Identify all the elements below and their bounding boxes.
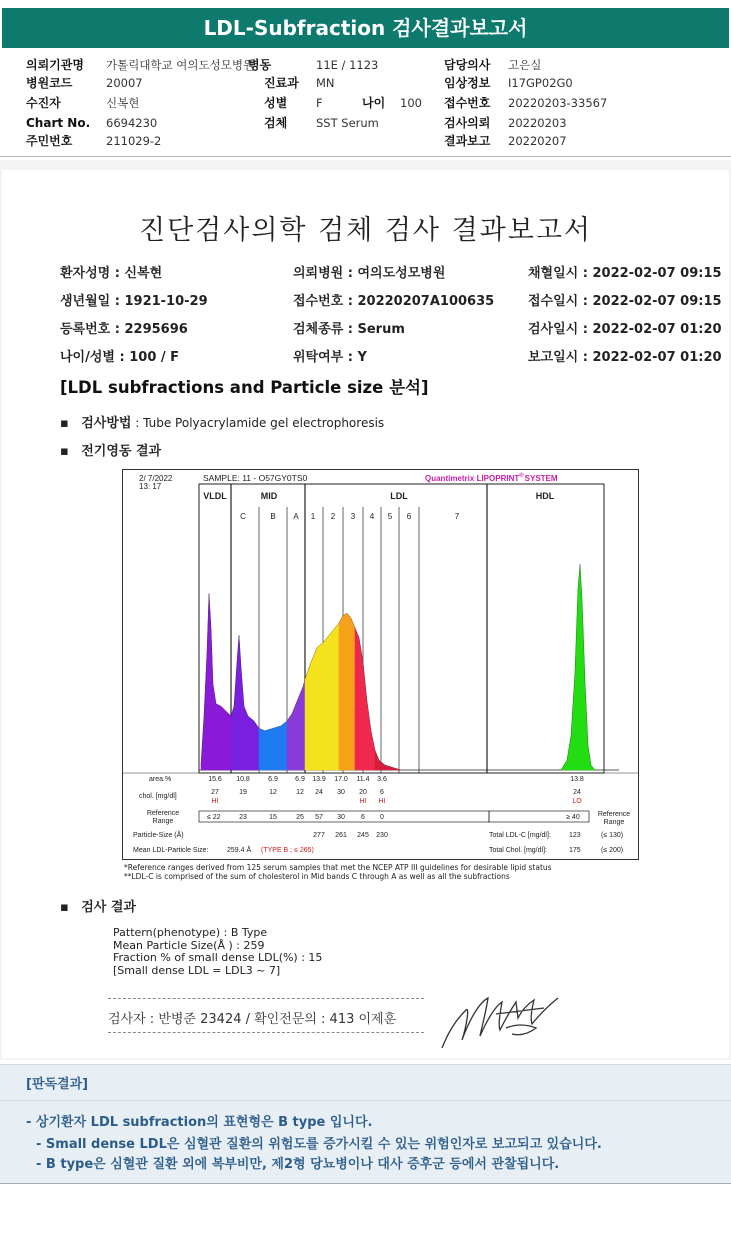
- density-area: [231, 635, 259, 770]
- info-birth: 생년월일 : 1921-10-29: [60, 294, 208, 309]
- chol-value: 6: [380, 789, 384, 796]
- info-name: 환자성명 : 신복현: [60, 266, 163, 281]
- info-hospital: 의뢰병원 : 여의도성모병원: [293, 266, 446, 281]
- reference-label: Range: [603, 819, 625, 826]
- info-collect-time: 채혈일시 : 2022-02-07 09:15: [528, 266, 722, 281]
- row-label-mean: Mean LDL-Particle Size:: [133, 847, 209, 854]
- band-label: 1: [310, 512, 316, 521]
- header-label: 검사의뢰: [444, 116, 491, 130]
- area-value: 11.4: [356, 776, 370, 783]
- result-label: 검사 결과: [81, 900, 136, 915]
- age-value: 100: [400, 96, 422, 110]
- section-heading: [LDL subfractions and Particle size 분석]: [60, 378, 429, 397]
- header-row: [444, 56, 542, 74]
- header-value: 20220203: [508, 116, 567, 130]
- info-referral: 위탁여부 : Y: [293, 350, 367, 365]
- report-title: 진단검사의학 검체 검사 결과보고서: [139, 215, 592, 246]
- band-label: 6: [406, 512, 412, 521]
- info-accession: 접수번호 : 20220207A100635: [293, 294, 495, 309]
- electro-label: 전기영동 결과: [81, 444, 162, 459]
- density-area: [287, 679, 305, 770]
- chart-areas: [201, 564, 595, 770]
- chol-value: 12: [296, 789, 304, 796]
- info-specimen: 검체종류 : Serum: [293, 322, 405, 337]
- signature-image: [436, 988, 566, 1052]
- chart-time: 13: 17: [139, 482, 162, 491]
- reference-value: 15: [269, 814, 277, 821]
- info-test-time: 검사일시 : 2022-02-07 01:20: [528, 322, 722, 337]
- result-fraction: Fraction % of small dense LDL(%) : 15: [113, 951, 323, 964]
- title-bar: [0, 0, 731, 50]
- band-label: A: [293, 512, 299, 521]
- chart-system: [425, 472, 558, 483]
- chart-system-reg: ®: [519, 473, 524, 479]
- flag-value: LO: [572, 798, 582, 805]
- header-value: 20220207: [508, 134, 567, 148]
- header-label: 주민번호: [26, 134, 73, 148]
- reference-value: 30: [337, 814, 345, 821]
- header-value: 6694230: [106, 116, 158, 130]
- particle-size: 245: [357, 832, 369, 839]
- row-label-ref: Range: [152, 818, 174, 825]
- header-row: [444, 114, 567, 132]
- header-label: Chart No.: [26, 116, 91, 130]
- total-ldl-value: 123: [569, 832, 581, 839]
- footnote-2: **LDL-C is comprised of the sum of cholesterol in Mid bands C through A as well as all the subfractions: [124, 872, 510, 881]
- interpretation-line-3: - B type은 심혈관 질환 외에 복부비만, 제2형 당뇨병이나 대사 증후군 등에서 관찰됩니다.: [36, 1157, 560, 1172]
- chart-frame: [123, 484, 638, 773]
- area-value: 13.8: [570, 776, 584, 783]
- density-area: [339, 613, 355, 770]
- header-row: [248, 56, 379, 74]
- interpretation-heading: [판독결과]: [26, 1077, 89, 1092]
- header-row: [444, 74, 573, 92]
- header-value: 20007: [106, 76, 143, 90]
- reference-value: ≥ 40: [566, 814, 580, 821]
- interpretation-panel: [0, 1064, 731, 1184]
- area-value: 13.9: [312, 776, 326, 783]
- band-label: 7: [454, 512, 460, 521]
- header-row: [264, 114, 379, 132]
- header-label: 성별: [264, 96, 288, 110]
- lipoprint-chart: [122, 469, 639, 860]
- density-area: [561, 564, 595, 770]
- header-label: 진료과: [264, 76, 299, 90]
- band-label: 2: [330, 512, 336, 521]
- header-label: 임상정보: [444, 76, 491, 90]
- chol-value: 12: [269, 789, 277, 796]
- result-line: ▪ 검사 결과: [60, 900, 136, 915]
- area-value: 17.0: [334, 776, 348, 783]
- band-label: 3: [350, 512, 356, 521]
- electrophoresis-chart: [123, 470, 638, 859]
- area-value: 10.8: [236, 776, 250, 783]
- particle-size: 277: [313, 832, 325, 839]
- page-title: LDL-Subfraction 검사결과보고서: [2, 8, 729, 48]
- particle-size: 230: [376, 832, 388, 839]
- density-area: [355, 628, 375, 770]
- result-definition: [Small dense LDL = LDL3 ~ 7]: [113, 963, 281, 977]
- area-value: 6.9: [268, 776, 278, 783]
- header-label: 수진자: [26, 96, 61, 110]
- info-regno: 등록번호 : 2295696: [60, 322, 188, 337]
- chol-value: 19: [239, 789, 247, 796]
- header-value: F: [316, 96, 323, 110]
- header-value: 가톨릭대학교 여의도성모병원: [106, 58, 255, 72]
- header-label: 결과보고: [444, 134, 491, 148]
- total-chol-value: 175: [569, 847, 581, 854]
- header-label: 병동: [248, 58, 272, 72]
- header-row: [362, 94, 422, 112]
- row-label-particle: Particle-Size (Å): [133, 832, 184, 839]
- chart-table: [123, 773, 638, 854]
- method-label: 검사방법: [81, 416, 132, 431]
- group-label: MID: [260, 491, 278, 501]
- header-label: 검체: [264, 116, 288, 130]
- result-pattern: Pattern(phenotype) : B Type: [113, 926, 268, 939]
- particle-size: 261: [335, 832, 347, 839]
- header-value: 20220203-33567: [508, 96, 608, 110]
- chart-date: 2/ 7/2022: [139, 474, 173, 483]
- group-label: VLDL: [203, 491, 227, 501]
- interpretation-line-2: - Small dense LDL은 심혈관 질환의 위험도를 증가시킬 수 있는 위험인자로 보고되고 있습니다.: [36, 1137, 602, 1152]
- signature-text: 검사자 : 반병준 23424 / 확인전문의 : 413 이제훈: [108, 1012, 397, 1027]
- result-mean-size: Mean Particle Size(Å ) : 259: [113, 938, 265, 952]
- header-row: [264, 74, 335, 92]
- area-value: 3.6: [377, 776, 387, 783]
- header-row: [26, 114, 158, 132]
- report-document: [2, 170, 729, 1058]
- reference-value: 23: [239, 814, 247, 821]
- band-label: 5: [387, 512, 393, 521]
- chart-labels: [203, 491, 554, 521]
- header-value: I17GP02G0: [508, 76, 573, 90]
- chol-value: 20: [359, 789, 367, 796]
- reference-value: 0: [380, 814, 384, 821]
- interpretation-line-1: - 상기환자 LDL subfraction의 표현형은 B type 입니다.: [26, 1115, 373, 1130]
- chol-value: 27: [211, 789, 219, 796]
- footnote-1: *Reference ranges derived from 125 serum samples that met the NCEP ATP III guidelines for desirable lipid status: [124, 863, 552, 872]
- header-label: 의뢰기관명: [26, 58, 84, 72]
- flag-value: HI: [378, 798, 386, 805]
- chol-value: 24: [315, 789, 323, 796]
- signature-line-bottom: [108, 1032, 424, 1033]
- chart-system-name: Quantimetrix LIPOPRINT: [425, 474, 520, 483]
- row-label-area: area.%: [149, 776, 172, 783]
- total-chol-ref: (≤ 200): [601, 847, 624, 854]
- header-label: 병원코드: [26, 76, 73, 90]
- header-row: [264, 94, 323, 112]
- mean-size-value: 259.4 Å: [227, 847, 252, 854]
- chart-footnote: [124, 863, 552, 881]
- band-label: 4: [369, 512, 375, 521]
- header-value: 신복현: [106, 96, 140, 110]
- reference-value: 6: [361, 814, 365, 821]
- group-label: LDL: [390, 491, 408, 501]
- header-row: [26, 94, 140, 112]
- header-row: [444, 132, 567, 150]
- header-value: 11E / 1123: [316, 58, 379, 72]
- info-age-sex: 나이/성별 : 100 / F: [60, 350, 180, 365]
- divider: [0, 1100, 731, 1101]
- result-text: [113, 927, 322, 977]
- header-value: MN: [316, 76, 335, 90]
- band-label: C: [240, 512, 246, 521]
- flag-value: HI: [211, 798, 219, 805]
- info-receipt-time: 접수일시 : 2022-02-07 09:15: [528, 294, 722, 309]
- area-value: 6.9: [295, 776, 305, 783]
- header-row: [444, 94, 608, 112]
- method-value: : Tube Polyacrylamide gel electrophoresis: [131, 416, 385, 430]
- type-note: (TYPE B ; ≤ 265): [261, 847, 314, 854]
- reference-label: Reference: [597, 811, 631, 818]
- header-value: 211029-2: [106, 134, 162, 148]
- chart-sample: SAMPLE: 11 - O57GY0TS0: [203, 473, 308, 483]
- header-label: 접수번호: [444, 96, 491, 110]
- chart-system-suffix: SYSTEM: [524, 474, 558, 483]
- header-value: 고은실: [508, 58, 542, 72]
- row-label-ref: Reference: [146, 810, 180, 817]
- electro-line: ▪ 전기영동 결과: [60, 444, 162, 459]
- total-chol-label: Total Chol. [mg/dl]:: [489, 847, 547, 854]
- reference-value: 57: [315, 814, 323, 821]
- total-ldl-label: Total LDL-C [mg/dl]:: [489, 832, 551, 839]
- chol-value: 24: [573, 789, 581, 796]
- divider: [0, 156, 731, 157]
- density-area: [305, 623, 339, 770]
- header-label: 담당의사: [444, 58, 491, 72]
- flag-value: HI: [359, 798, 367, 805]
- total-ldl-ref: (≤ 130): [601, 832, 624, 839]
- info-report-time: 보고일시 : 2022-02-07 01:20: [528, 350, 722, 365]
- header-row: [26, 56, 255, 74]
- area-value: 15.6: [208, 776, 222, 783]
- group-label: HDL: [535, 491, 555, 501]
- reference-value: 25: [296, 814, 304, 821]
- reference-value: ≤ 22: [207, 814, 221, 821]
- method-line: ▪ 검사방법 : Tube Polyacrylamide gel electrophoresis: [60, 416, 385, 431]
- row-label-chol: chol. [mg/dl]: [139, 793, 177, 800]
- header-row: [26, 74, 143, 92]
- chol-value: 30: [337, 789, 345, 796]
- signature-line-top: [108, 998, 424, 999]
- header-row: [26, 132, 162, 150]
- header-value: SST Serum: [316, 116, 379, 130]
- band-label: B: [270, 512, 276, 521]
- age-label: 나이: [362, 96, 386, 110]
